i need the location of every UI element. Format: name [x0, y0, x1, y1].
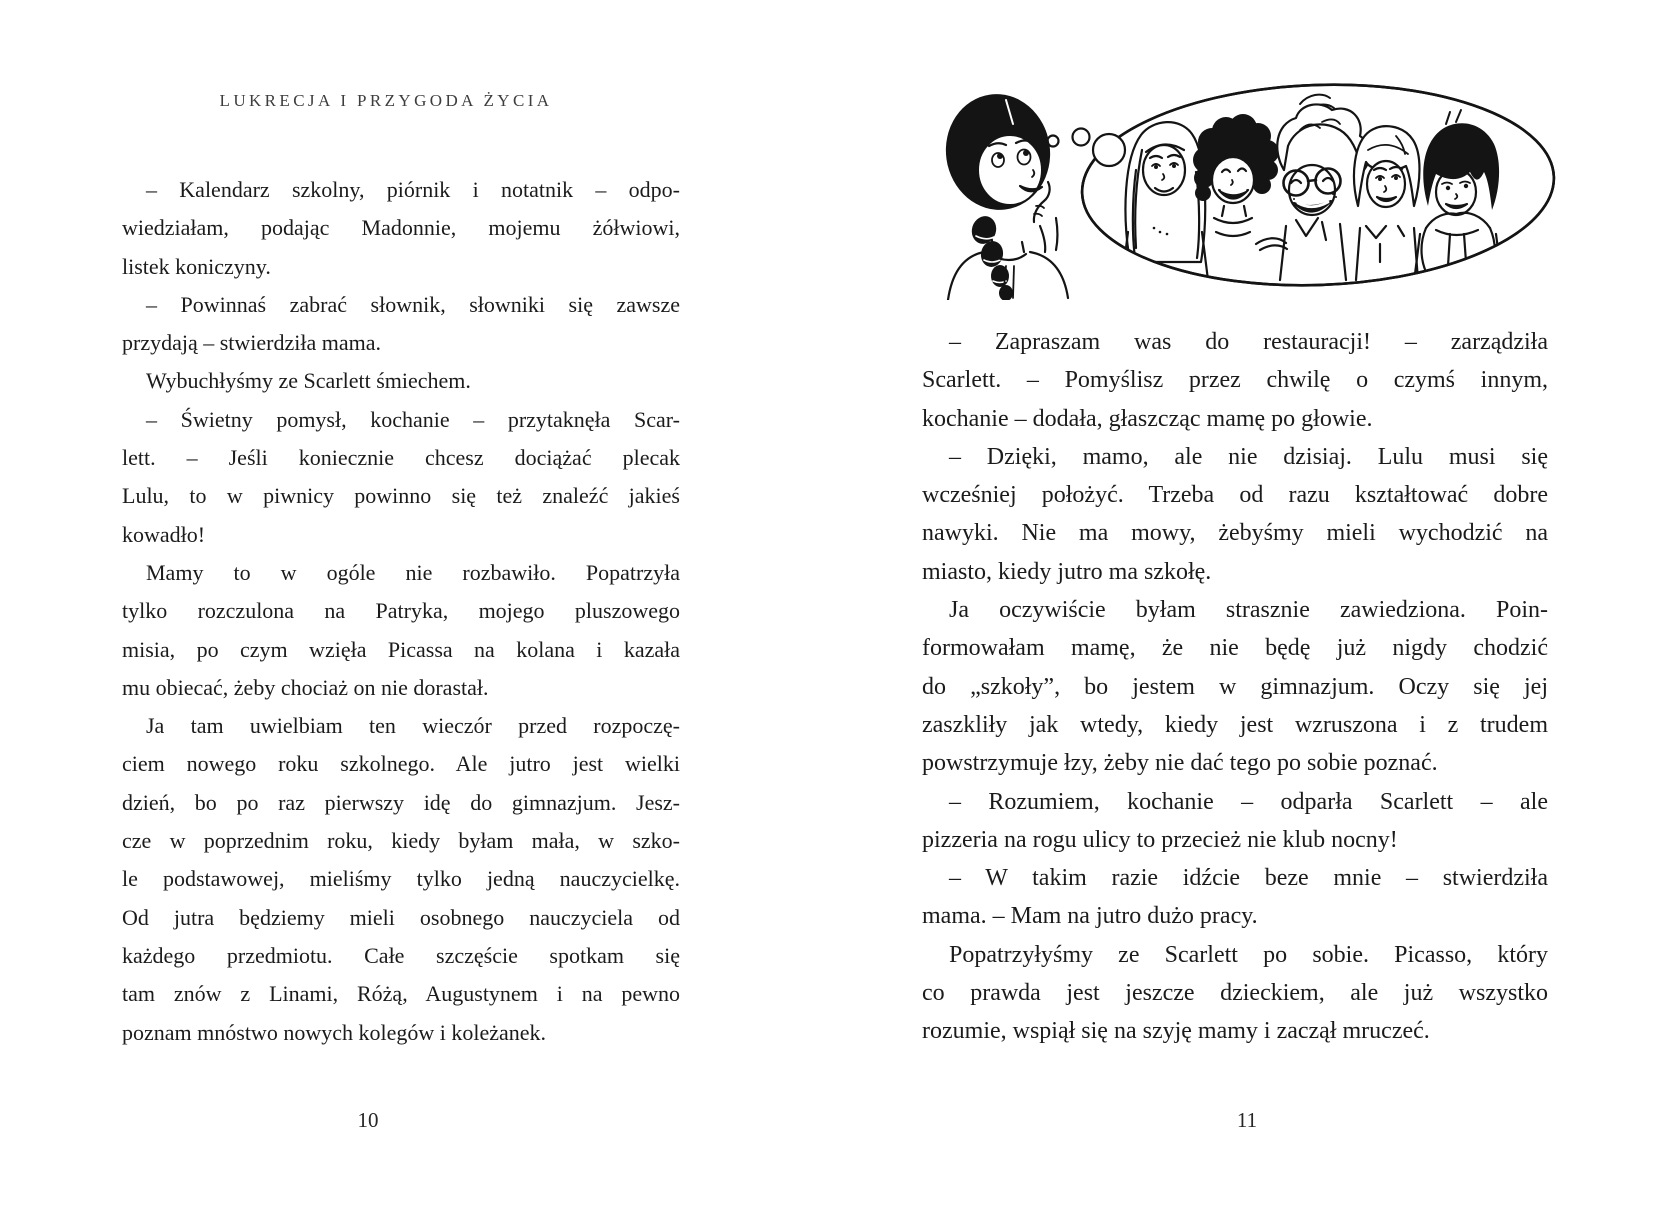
text-line: do „szkoły”, bo jestem w gimnazjum. Oczy się jej: [922, 673, 1548, 700]
paragraph: [922, 936, 1548, 1051]
page-number-left: 10: [357, 1108, 379, 1132]
text-line: ciem nowego roku szkolnego. Ale jutro jest wielki: [122, 751, 680, 777]
right-page-text: [922, 323, 1548, 1051]
text-line: rozumie, wspiął się na szyję mamy i zaczął mruczeć.: [922, 1018, 1430, 1045]
text-line: Od jutra będziemy mieli osobnego nauczyciela od: [122, 904, 680, 930]
left-page-text: [122, 171, 680, 1052]
text-line: dzień, bo po raz pierwszy idę do gimnazjum. Jesz-: [122, 789, 680, 815]
text-line: cze w poprzednim roku, kiedy byłam mała, w szko-: [122, 828, 680, 854]
text-line: przydają – stwierdziła mama.: [122, 330, 382, 356]
main-girl: [938, 87, 1068, 300]
kid-long-hair-girl: [1122, 122, 1208, 280]
text-line: poznam mnóstwo nowych kolegów i koleżanek.: [122, 1019, 547, 1045]
text-line: – Kalendarz szkolny, piórnik i notatnik – odpo-: [146, 177, 680, 202]
text-line: zaszkliły jak wtedy, kiedy jest wzruszona i z trudem: [922, 711, 1548, 738]
paragraph: [122, 362, 680, 400]
text-line: mu obiecać, żeby chociaż on nie dorastał.: [122, 674, 489, 700]
paragraph: [922, 783, 1548, 860]
paragraph: [122, 554, 680, 707]
text-line: – Zapraszam was do restauracji! – zarządziła: [949, 329, 1548, 355]
text-line: kochanie – dodała, głaszcząc mamę po głowie.: [922, 405, 1373, 432]
text-line: le podstawowej, mieliśmy tylko jedną nauczycielkę.: [122, 866, 680, 892]
text-line: pizzeria na rogu ulicy to przecież nie klub nocny!: [922, 826, 1398, 853]
text-line: – Świetny pomysł, kochanie – przytaknęła Scar-: [146, 406, 680, 432]
paragraph: [122, 286, 680, 363]
text-line: – W takim razie idźcie beze mnie – stwierdziła: [949, 865, 1548, 892]
paragraph: [922, 591, 1548, 782]
text-line: tam znów z Linami, Różą, Augustynem i na pewno: [122, 981, 680, 1007]
text-line: miasto, kiedy jutro ma szkołę.: [922, 558, 1212, 585]
text-line: – Rozumiem, kochanie – odparła Scarlett – ale: [949, 788, 1548, 815]
thought-bubble-trail: [1048, 129, 1126, 167]
paragraph: [122, 401, 680, 554]
text-line: misia, po czym wzięła Picassa na kolana i kazała: [122, 636, 680, 662]
text-line: nawyki. Nie ma mowy, żebyśmy mieli wychodzić na: [922, 520, 1548, 547]
text-line: mama. – Mam na jutro dużo pracy.: [922, 903, 1258, 930]
text-line: powstrzymuje łzy, żeby nie dać tego po sobie poznać.: [922, 750, 1438, 777]
text-line: wiedziałam, podając Madonnie, mojemu żółwiowi,: [122, 215, 680, 241]
text-line: tylko rozczulona na Patryka, mojego pluszowego: [122, 598, 680, 624]
paragraph: [922, 859, 1548, 936]
thinking-girl-illustration: [880, 70, 1570, 300]
running-header: LUKRECJA I PRZYGODA ŻYCIA: [219, 91, 553, 110]
text-line: Wybuchłyśmy ze Scarlett śmiechem.: [146, 368, 471, 394]
text-line: wcześniej położyć. Trzeba od razu kształtować dobre: [922, 482, 1548, 509]
text-line: Ja tam uwielbiam ten wieczór przed rozpoczę-: [146, 713, 680, 739]
text-line: formowałam mamę, że nie będę już nigdy chodzić: [922, 635, 1548, 662]
text-line: Lulu, to w piwnicy powinno się też znaleźć jakieś: [122, 483, 680, 509]
paragraph: [922, 323, 1548, 438]
text-line: – Dzięki, mamo, ale nie dzisiaj. Lulu musi się: [949, 443, 1548, 470]
text-line: listek koniczyny.: [122, 253, 271, 279]
text-line: Mamy to w ogóle nie rozbawiło. Popatrzyła: [146, 559, 680, 585]
text-line: – Powinnaś zabrać słownik, słowniki się zawsze: [146, 291, 680, 317]
paragraph: [122, 707, 680, 1052]
text-line: kowadło!: [122, 521, 206, 547]
text-line: Scarlett. – Pomyślisz przez chwilę o czymś innym,: [922, 367, 1548, 394]
text-line: Ja oczywiście byłam strasznie zawiedziona. Poin-: [949, 597, 1548, 624]
text-line: każdego przedmiotu. Całe szczęście spotkam się: [122, 942, 680, 968]
text-line: lett. – Jeśli koniecznie chcesz dociążać plecak: [122, 445, 680, 471]
paragraph: [122, 171, 680, 286]
paragraph: [922, 438, 1548, 591]
text-line: Popatrzyłyśmy ze Scarlett po sobie. Picasso, który: [949, 941, 1548, 968]
text-line: co prawda jest jeszcze dzieckiem, ale już wszystko: [922, 980, 1548, 1007]
page-number-right: 11: [1236, 1108, 1258, 1132]
